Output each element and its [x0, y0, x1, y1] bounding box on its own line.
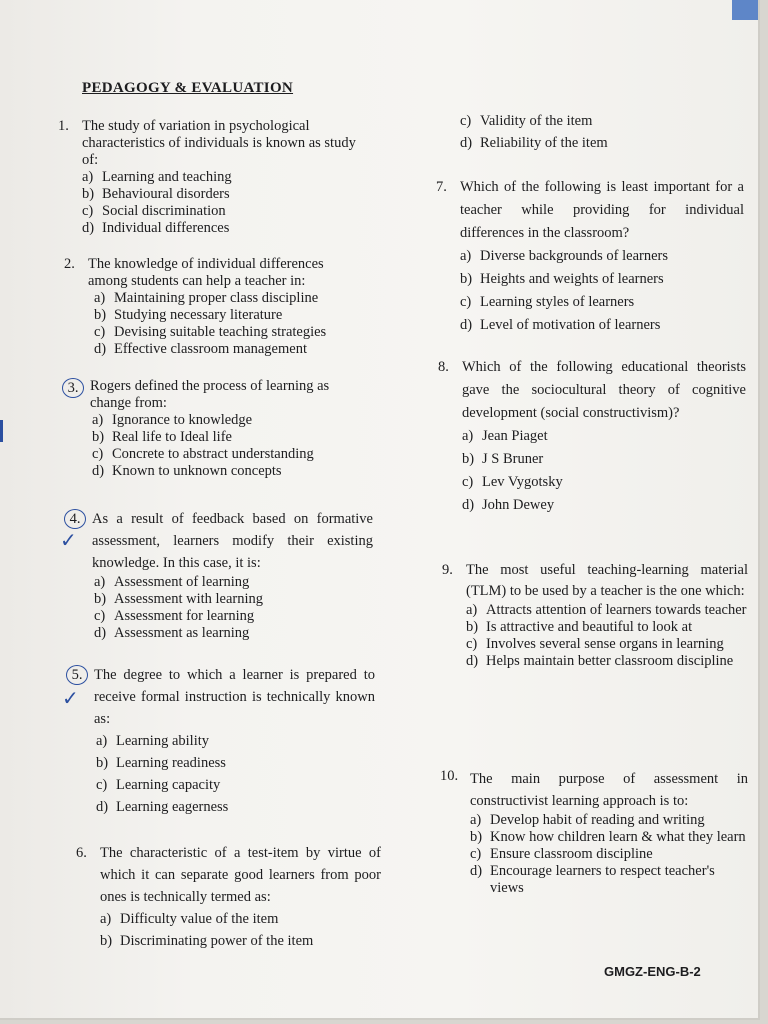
option-d: d) Learning eagerness	[96, 799, 229, 815]
question-stem: Rogers defined the process of learning as change from:	[90, 378, 330, 411]
question-3	[66, 378, 366, 480]
option-b: b) Assessment with learning	[94, 591, 264, 607]
question-6	[76, 842, 381, 952]
question-stem: The characteristic of a test-item by virtue of which it can separate good learners from poor ones is technically termed as:	[100, 845, 381, 905]
question-number: 5.	[66, 665, 88, 685]
option-b: b) Discriminating power of the item	[100, 933, 314, 949]
option-a: a) Jean Piaget	[462, 428, 548, 444]
question-number: 10.	[440, 768, 459, 784]
margin-pen-mark	[0, 420, 3, 442]
page-corner-edge	[732, 0, 758, 20]
option-b: b) Know how children learn & what they learn	[470, 829, 746, 845]
question-stem: As a result of feedback based on formative assessment, learners modify their existing knowledge. In this case, it is:	[92, 511, 373, 571]
option-a: a) Learning ability	[96, 733, 210, 749]
option-d: d) Helps maintain better classroom discipline	[466, 653, 734, 669]
option-c: c) Involves several sense organs in learning	[466, 636, 724, 652]
option-d: d) Level of motivation of learners	[460, 317, 661, 333]
option-d: d) Known to unknown concepts	[92, 463, 282, 479]
option-b: b) Is attractive and beautiful to look at	[466, 619, 693, 635]
option-d: d) Encourage learners to respect teacher's views	[470, 863, 715, 896]
option-b: b) Heights and weights of learners	[460, 271, 664, 287]
question-number: 1.	[58, 118, 69, 134]
question-stem: The degree to which a learner is prepared to receive formal instruction is technically known as:	[94, 667, 375, 727]
question-5	[70, 664, 375, 818]
question-2	[64, 256, 364, 358]
question-number: 8.	[438, 359, 449, 375]
option-a: a) Difficulty value of the item	[100, 911, 279, 927]
option-a: a) Assessment of learning	[94, 574, 250, 590]
option-d: d) Effective classroom management	[94, 341, 307, 357]
option-d: d) Individual differences	[82, 220, 230, 236]
option-b: b) Behavioural disorders	[82, 186, 230, 202]
question-6-continued	[436, 110, 736, 154]
question-stem: The knowledge of individual differences among students can help a teacher in:	[88, 256, 324, 289]
question-number: 6.	[76, 845, 87, 861]
question-number: 9.	[442, 562, 453, 578]
question-stem: The main purpose of assessment in constructivist learning approach is to:	[470, 771, 748, 809]
tick-mark-icon: ✓	[60, 528, 77, 552]
question-1	[58, 118, 358, 237]
option-d: d) John Dewey	[462, 497, 555, 513]
option-c: c) Validity of the item	[460, 113, 593, 129]
option-d: d) Reliability of the item	[460, 135, 608, 151]
option-b: b) Real life to Ideal life	[92, 429, 232, 445]
option-d: d) Assessment as learning	[94, 625, 250, 641]
question-4	[68, 508, 373, 642]
option-a: a) Ignorance to knowledge	[92, 412, 253, 428]
question-10	[440, 768, 748, 897]
question-7	[436, 176, 744, 337]
option-b: b) J S Bruner	[462, 451, 544, 467]
option-c: c) Concrete to abstract understanding	[92, 446, 314, 462]
option-c: c) Ensure classroom discipline	[470, 846, 653, 862]
option-c: c) Learning styles of learners	[460, 294, 635, 310]
question-stem: Which of the following is least important for a teacher while providing for individual differences in the classroom?	[460, 179, 744, 241]
question-number: 2.	[64, 256, 75, 272]
option-b: b) Learning readiness	[96, 755, 226, 771]
page-footer-code: GMGZ-ENG-B-2	[604, 964, 701, 979]
question-number: 7.	[436, 179, 447, 195]
option-c: c) Assessment for learning	[94, 608, 255, 624]
question-stem: The most useful teaching-learning material (TLM) to be used by a teacher is the one which:	[466, 562, 748, 599]
option-a: a) Attracts attention of learners towards teacher	[466, 602, 747, 618]
question-9	[442, 560, 748, 670]
question-stem: Which of the following educational theorists gave the sociocultural theory of cognitive development (social constructivism)?	[462, 359, 746, 421]
option-a: a) Diverse backgrounds of learners	[460, 248, 669, 264]
option-b: b) Studying necessary literature	[94, 307, 283, 323]
option-c: c) Social discrimination	[82, 203, 226, 219]
question-8	[438, 356, 746, 517]
question-number: 3.	[62, 378, 84, 398]
option-a: a) Develop habit of reading and writing	[470, 812, 705, 828]
question-number: 4.	[64, 509, 86, 529]
tick-mark-icon: ✓	[62, 686, 79, 710]
page-title: PEDAGOGY & EVALUATION	[82, 80, 294, 96]
option-a: a) Learning and teaching	[82, 169, 232, 185]
question-stem: The study of variation in psychological characteristics of individuals is known as study of:	[82, 118, 356, 168]
option-a: a) Maintaining proper class discipline	[94, 290, 319, 306]
option-c: c) Lev Vygotsky	[462, 474, 563, 490]
option-c: c) Devising suitable teaching strategies	[94, 324, 327, 340]
option-c: c) Learning capacity	[96, 777, 221, 793]
